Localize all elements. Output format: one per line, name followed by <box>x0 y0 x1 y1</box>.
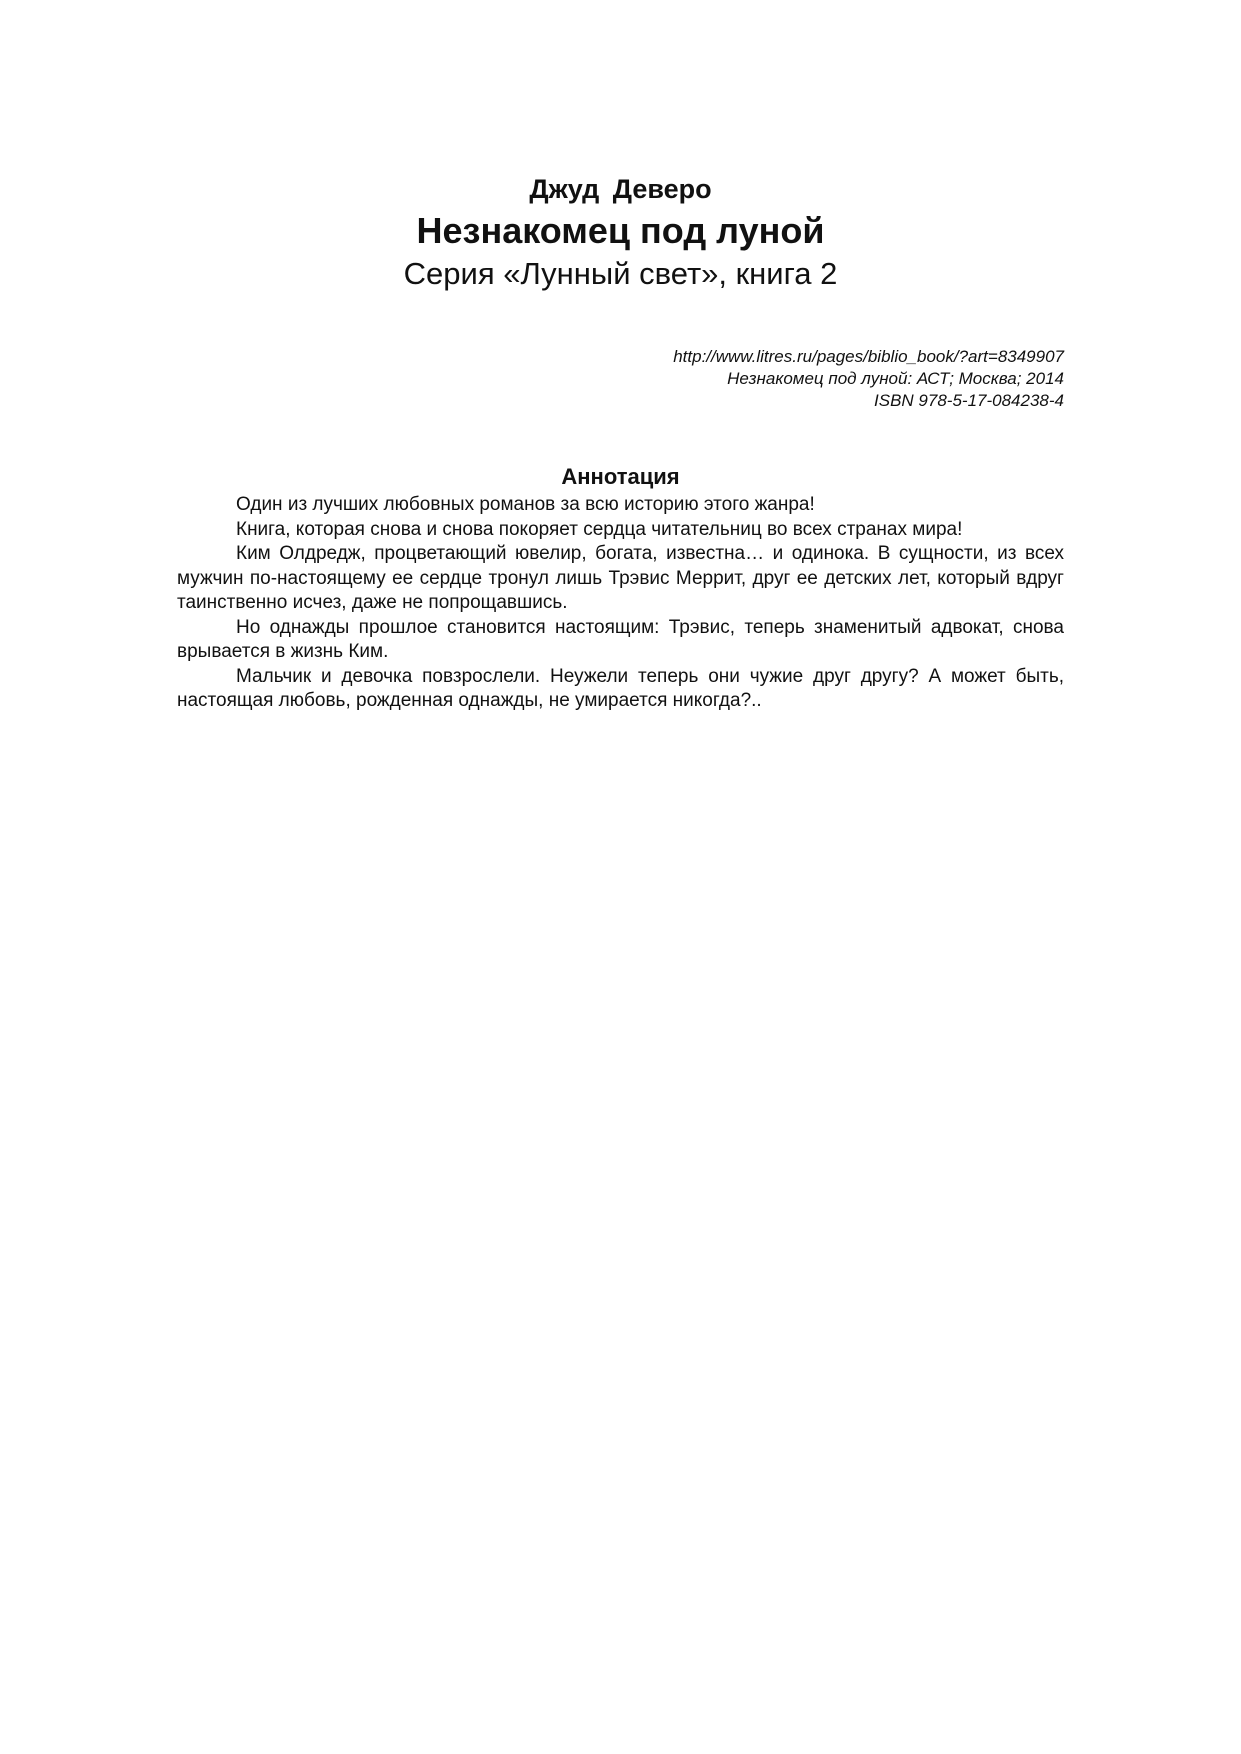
annotation-paragraph: Мальчик и девочка повзрослели. Неужели теперь они чужие друг другу? А может быть, настоящая любовь, рожденная однажды, не умирается никогда?.. <box>177 665 1064 711</box>
annotation-body <box>177 493 1064 714</box>
annotation-paragraph: Книга, которая снова и снова покоряет сердца читательниц во всех странах мира! <box>236 518 963 540</box>
annotation-paragraph: Один из лучших любовных романов за всю историю этого жанра! <box>236 494 815 515</box>
source-url: http://www.litres.ru/pages/biblio_book/?art=8349907 <box>673 347 1064 366</box>
annotation-paragraph: Но однажды прошлое становится настоящим: Трэвис, теперь знаменитый адвокат, снова врывается в жизнь Ким. <box>177 616 1064 662</box>
annotation-paragraph: Ким Олдредж, процветающий ювелир, богата, известна… и одинока. В сущности, из всех мужчин по-настоящему ее сердце тронул лишь Трэвис Меррит, друг ее детских лет, который вдруг таинственно исчез, даже не попрощавшись. <box>177 543 1064 613</box>
publication-info: Незнакомец под луной: АСТ; Москва; 2014 <box>727 369 1064 388</box>
book-title: Незнакомец под луной <box>416 210 825 251</box>
book-author: Джуд Деверо <box>529 174 712 204</box>
publication-meta <box>673 346 1064 412</box>
book-series: Серия «Лунный свет», книга 2 <box>403 256 838 291</box>
isbn: ISBN 978-5-17-084238-4 <box>874 391 1064 410</box>
annotation-heading: Аннотация <box>561 464 680 489</box>
